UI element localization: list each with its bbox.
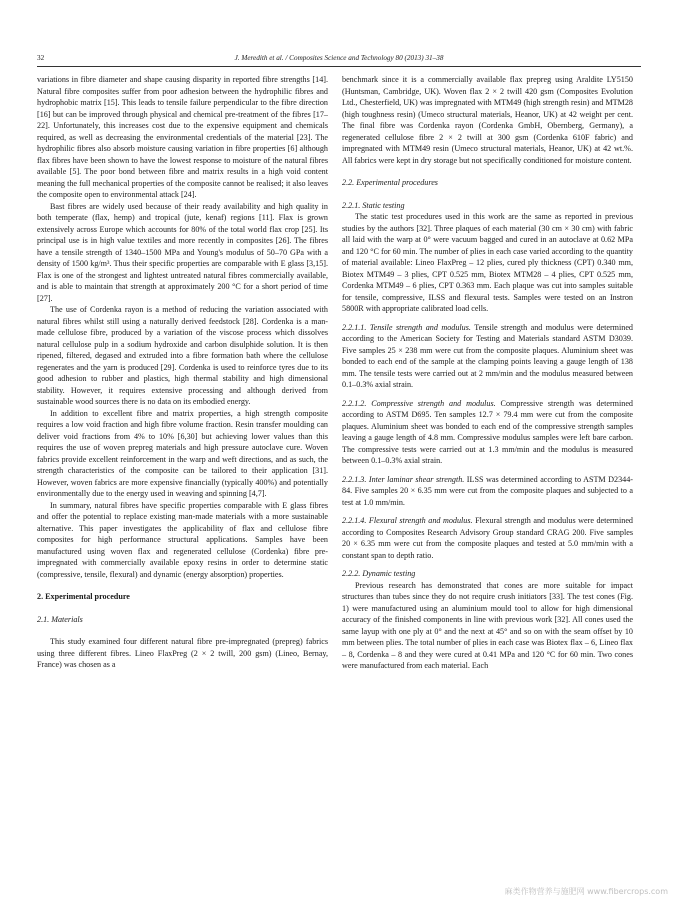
paragraph: Bast fibres are widely used because of their ready availability and high quality in both temperate (flax, hemp) and tropical (jute, kenaf) regions [11]. Flax is grown extensively across Europe which accounts for 80% of the total world flax crop [25]. Its principal use is in high value textiles and more recently in composites [26]. The fibres have a tensile strength of 1340–1500 MPa and Young's modulus of 50–70 GPa with a density of 1500 kg/m³. Thus their specific properties are comparable with E glass [3,15]. Flax is one of the strongest and lightest untreated natural fibres commercially available, and is able to maintain that strength at approximately 200 °C for a short period of time [27].	[37, 201, 328, 303]
paragraph	[342, 322, 633, 391]
paragraph: The static test procedures used in this work are the same as reported in previous studies by the authors [32]. Three plaques of each material (30 cm × 30 cm) with fabric all laid with the warp at 0° were vacuum bagged and cured in an autoclave at 0.62 MPa and 120 °C for 60 min. The number of plies in each case varied according to the quantity of material available: Lineo FlaxPreg – 12 plies, cured ply thickness (CPT) 0.340 mm, Biotex MTM49 – 3 plies, CPT 0.525 mm, Biotex MTM28 – 4 plies, CPT 0.525 mm, Cordenka MTM49 – 6 plies, CPT 0.363 mm. Each plaque was cut into samples suitable for tensile, compressive, ILSS and flexural tests. Samples were tested on an Instron 5800R with appropriate calibrated load cells.	[342, 212, 633, 313]
paragraph-text: ILSS was determined according to ASTM D2344-84. Five samples 20 × 6.35 mm were cut from the composite plaques and subjected to a test at 1.0 mm/min.	[342, 474, 633, 507]
run-in-heading: 2.2.1.1. Tensile strength and modulus.	[342, 322, 471, 332]
paragraph	[342, 515, 633, 561]
watermark: 麻类作物营养与施肥网 www.fibercrops.com	[504, 887, 668, 896]
paragraph: This study examined four different natural fibre pre-impregnated (prepreg) fabrics using three different fibres. Lineo FlaxPreg (2 × 2 twill, 200 gsm) (Lineo, Bernay, France) was chosen as a	[37, 637, 328, 669]
running-header	[37, 51, 641, 65]
page-number: 32	[37, 54, 45, 62]
paragraph	[342, 398, 633, 467]
paragraph: variations in fibre diameter and shape causing disparity in reported fibre strengths [14]. Natural fibre composites suffer from poor adhesion between the hydrophilic fibres and hydrophobic matrix [15]. This leads to tensile failure perpendicular to the fibre direction [16] but can be improved through physical and chemical pre-treatment of the fibres [17–22]. Unfortunately, this increases cost due to the expensive equipment and chemicals required, as well as decreasing the environmental credentials of the material [23]. The hydrophilic fibres also absorb moisture causing variation in fibre properties [6] although flax fibres have been shown to have the lowest response to moisture of the natural fibres available [5]. The poor bond between fibre and matrix results in a high void content meaning the full mechanical properties of the composite cannot be realised; it also leaves the composite open to environmental attack [24].	[37, 75, 328, 199]
run-in-heading: 2.2.1.2. Compressive strength and modulus.	[342, 398, 496, 408]
subsection-heading: 2.1. Materials	[37, 614, 83, 624]
paragraph: benchmark since it is a commercially available flax prepreg using Araldite LY5150 (Huntsman, Cambridge, UK). Woven flax 2 × 2 twill 420 gsm (Composites Evolution Ltd., Chesterfield, UK) was impregnated with MTM49 (high strength resin) and MTM28 (high toughness resin) (Umeco structural materials, Heanor, UK) at 42 weight per cent. The final fibre was Cordenka rayon (Cordenka GmbH, Obernberg, Germany), a regenerated cellulose fibre 2 × 2 twill at 300 gsm (Cordenka 610F fabric) and impregnated with MTM49 resin (Umeco structural materials, Heanor, UK) at 42 wt.%. All fabrics were kept in dry storage but not specifically conditioned for moisture content.	[342, 75, 633, 165]
header-rule	[37, 66, 641, 67]
journal-reference: J. Meredith et al. / Composites Science and Technology 80 (2013) 31–38	[234, 54, 444, 62]
paragraph	[342, 474, 633, 509]
subsubsection-heading: 2.2.1. Static testing	[342, 200, 405, 210]
section-heading: 2. Experimental procedure	[37, 592, 130, 601]
paragraph-text: Flexural strength and modulus were determined according to Composites Research Advisory Group standard CRAG 200. Five samples 20 × 6.35 mm were cut from the composite plaques and tested at 5.0 mm/min with a constant span to depth ratio.	[342, 516, 633, 560]
left-column	[37, 74, 328, 671]
run-in-heading: 2.2.1.4. Flexural strength and modulus.	[342, 516, 473, 525]
right-column	[342, 74, 633, 672]
paragraph: In addition to excellent fibre and matrix properties, a high strength composite requires a low void fraction and high fibre volume fraction. Resin transfer moulding can deliver void fractions from 4% to 10% [6,30] but achieving lower values than this requires the use of woven prepreg materials and high pressure autoclave cure. Woven fabrics provide excellent reinforcement in the warp and weft directions, and as such, the strength characteristics of the composite can be tailored to their application [31]. However, woven fabrics are more expensive financially (typically 400%) and potentially environmentally due to the energy used in weaving and spinning [4,7].	[37, 408, 328, 498]
paragraph: In summary, natural fibres have specific properties comparable with E glass fibres and offer the potential to replace existing man-made materials with a more sustainable alternative. This paper investigates the applicability of flax and cellulose fibre composites for high performance structural applications. Samples have been manufactured using woven flax and regenerated cellulose (Cordenka) fibre pre-impregnated with commercially available epoxy resins in order to determine static (compressive, tensile, flexural) and dynamic (energy absorption) properties.	[37, 500, 328, 579]
paragraph: The use of Cordenka rayon is a method of reducing the variation associated with natural fibres whilst still using a naturally derived feedstock [28]. Cordenka is a man-made cellulose fibre, produced by a variation of the viscose process which dissolves natural cellulose pulp in a sodium hydroxide and carbon disulphide solution. It is then ripened, filtered, degased and extruded into a fibre formation bath where the cellulose regenerates and the yarn is produced [29]. Cordenka is used to reinforce tyres due to its good adhesion to rubber and plastics, high thermal stability and high dimensional stability. However, it requires extensive processing and although derived from sustainable wood sources there is no data on its embodied energy.	[37, 305, 328, 406]
subsubsection-heading: 2.2.2. Dynamic testing	[342, 569, 416, 578]
paragraph-text: Compressive strength was determined according to ASTM D695. Ten samples 12.7 × 79.4 mm were cut from the composite plaques. Aluminium sheet was bonded to each end of the compressive strength samples leaving a gauge length of 4.8 mm. Compressive modulus samples were left bare carbon. The compressive tests were carried out at 1.3 mm/min and the modulus is measured between 0.1–0.3% axial strain.	[342, 398, 633, 465]
subsection-heading: 2.2. Experimental procedures	[342, 178, 438, 187]
run-in-heading: 2.2.1.3. Inter laminar shear strength.	[342, 474, 465, 484]
paragraph-text: Tensile strength and modulus were determined according to the American Society for Testing and Materials standard ASTM D3039. Five samples 25 × 238 mm were cut from the composite plaques. Aluminium sheet was bonded to each end of the sample at the clamping points leaving a gauge length of 138 mm. The tensile tests were carried out at 2 mm/min and the modulus measured between 0.1–0.3% axial strain.	[342, 322, 633, 389]
paragraph: Previous research has demonstrated that cones are more suitable for impact structures than tubes since they do not require crush initiators [33]. The test cones (Fig. 1) were manufactured using an aluminium mould tool to allow for high dimensional accuracy of the finished components in line with previous work [32]. All cones used the same layup with one ply at 0° and the next at 45° and so on with the seam offset by 10 mm between plies. The total number of plies in each case was Biotex flax – 6, Lineo flax – 8, Cordenka – 8 and they were cured at 0.41 MPa and 120 °C for 60 min. Two cones were manufactured from each material. Each	[342, 580, 633, 670]
